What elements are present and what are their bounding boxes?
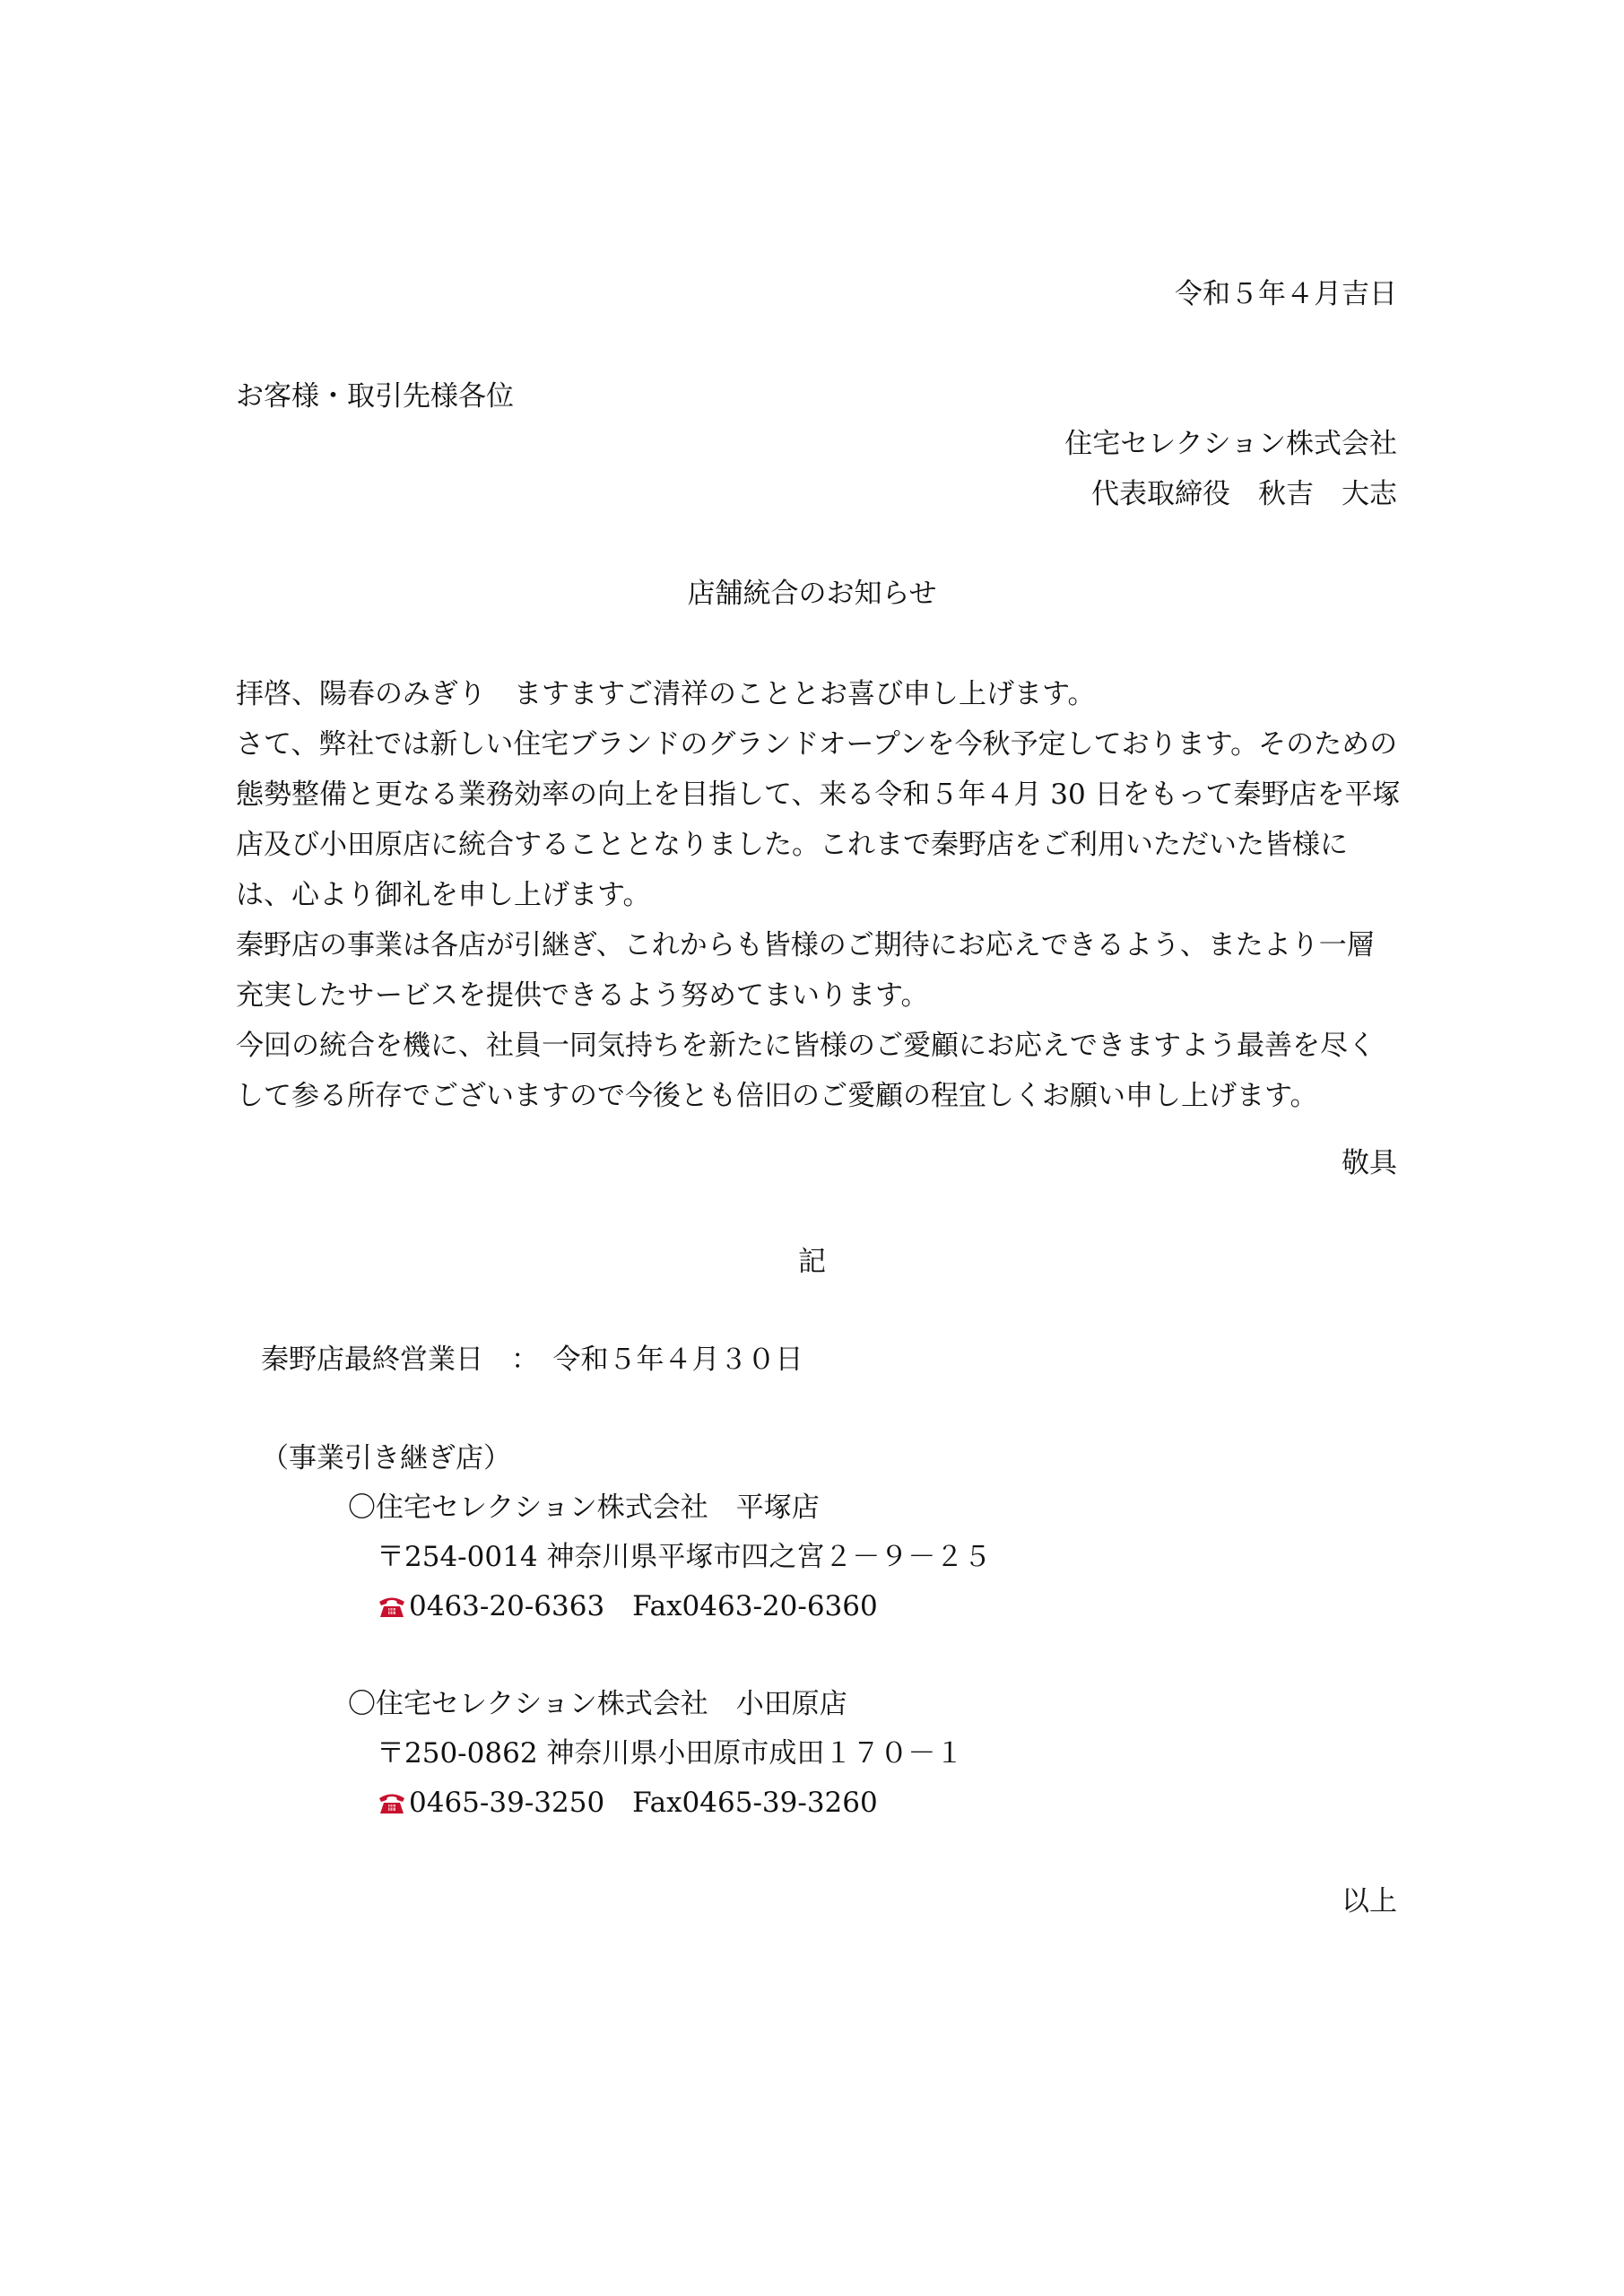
- store-phone-text: 0465-39-3250 Fax0465-39-3260: [409, 1787, 878, 1819]
- addressee: お客様・取引先様各位: [236, 380, 514, 413]
- sender-representative: 代表取締役 秋吉 大志: [1091, 478, 1397, 510]
- body-paragraph-succession: 秦野店の事業は各店が引継ぎ、これからも皆様のご期待にお応えできるよう、またより一層充実したサービスを提供できるよう努めてまいります。: [236, 929, 1375, 1012]
- last-business-day: 秦野店最終営業日 ： 令和５年４月３０日: [261, 1344, 803, 1376]
- store-address-hiratsuka: 〒254-0014 神奈川県平塚市四之宮２－９－２５: [377, 1541, 992, 1573]
- body-paragraph-announcement: さて、弊社では新しい住宅ブランドのグランドオープンを今秋予定しております。そのための態勢整備と更なる業務効率の向上を目指して、来る令和５年４月 30 日をもって秦野店を平塚店及び小田原店に統合することとなりました。これまで秦野店をご利用いただいた皆様には、心より御礼を申し上げます。: [236, 728, 1401, 911]
- letter-date: 令和５年４月吉日: [1175, 278, 1397, 310]
- store-phone-odawara: [377, 1785, 878, 1821]
- store-phone-hiratsuka: [377, 1588, 878, 1624]
- record-heading: 記: [798, 1246, 826, 1278]
- store-name-hiratsuka: 〇住宅セレクション株式会社 平塚店: [348, 1492, 820, 1524]
- end-mark: 以上: [1342, 1885, 1397, 1918]
- page-title: 店舗統合のお知らせ: [687, 578, 937, 610]
- telephone-icon: [377, 1790, 407, 1815]
- store-phone-text: 0463-20-6363 Fax0463-20-6360: [409, 1590, 878, 1622]
- sender-company: 住宅セレクション株式会社: [1064, 428, 1397, 460]
- telephone-icon: [377, 1594, 407, 1619]
- body-paragraph-greeting: 拝啓、陽春のみぎり ますますご清祥のこととお喜び申し上げます。: [236, 678, 1096, 710]
- body-paragraph-closing: 今回の統合を機に、社員一同気持ちを新たに皆様のご愛顧にお応えできますよう最善を尽くして参る所存でございますので今後とも倍旧のご愛顧の程宜しくお願い申し上げます。: [236, 1030, 1376, 1112]
- store-name-odawara: 〇住宅セレクション株式会社 小田原店: [348, 1688, 847, 1720]
- closing-word: 敬具: [1342, 1147, 1397, 1179]
- store-address-odawara: 〒250-0862 神奈川県小田原市成田１７０－１: [377, 1737, 964, 1770]
- successor-heading: （事業引き継ぎ店）: [261, 1442, 511, 1474]
- letter-body: [236, 669, 1402, 1121]
